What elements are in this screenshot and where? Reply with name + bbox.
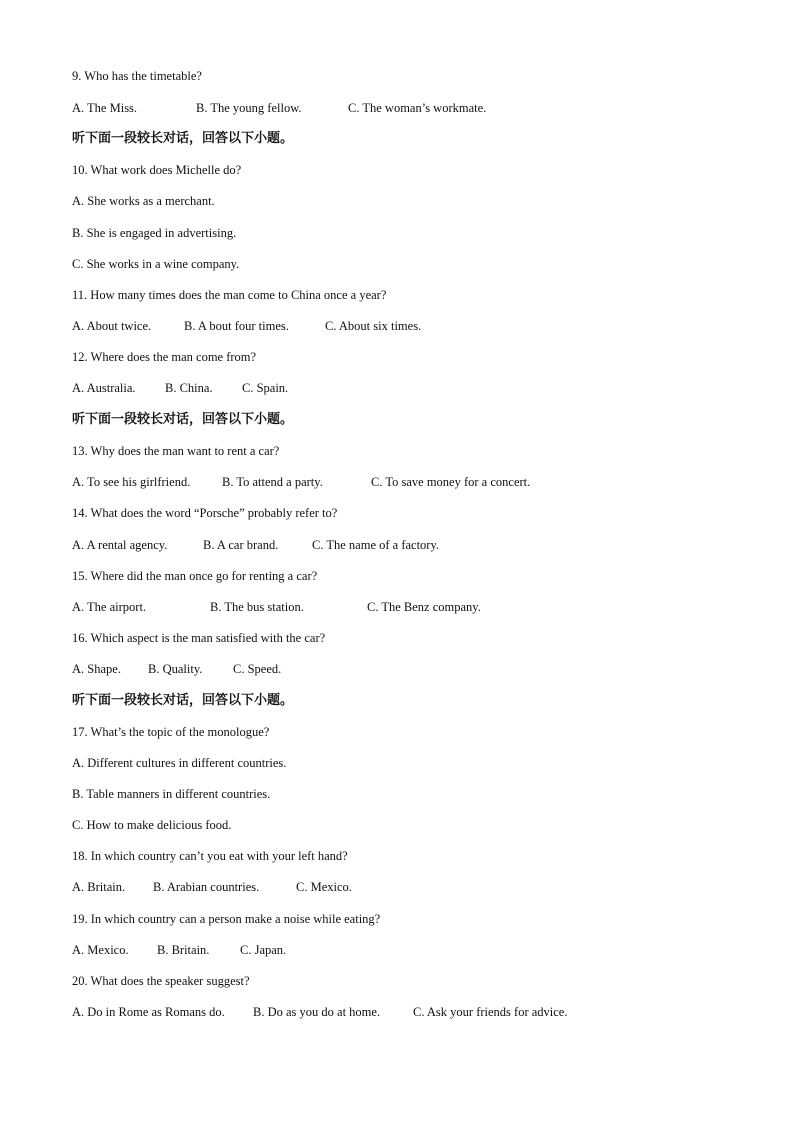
answer-option: C. The name of a factory. xyxy=(312,538,440,552)
answer-option: C. She works in a wine company. xyxy=(72,257,240,271)
answer-option: B. A bout four times. xyxy=(184,319,289,333)
answer-option: C. Mexico. xyxy=(296,880,352,894)
answer-option: B. Table manners in different countries. xyxy=(72,787,271,801)
answer-option: B. Quality. xyxy=(148,662,203,676)
question-text: 16. Which aspect is the man satisfied with the car? xyxy=(72,631,326,645)
answer-option: B. A car brand. xyxy=(203,538,279,552)
answer-option: A. Shape. xyxy=(72,662,121,676)
answer-option: C. Japan. xyxy=(240,943,287,957)
answer-option: C. How to make delicious food. xyxy=(72,818,232,832)
question-text: 19. In which country can a person make a noise while eating? xyxy=(72,912,381,926)
answer-option: A. Mexico. xyxy=(72,943,129,957)
answer-option: A. Do in Rome as Romans do. xyxy=(72,1005,225,1019)
answer-option: A. To see his girlfriend. xyxy=(72,475,191,489)
answer-option: C. About six times. xyxy=(325,319,422,333)
answer-option: B. To attend a party. xyxy=(222,475,323,489)
answer-option: C. Speed. xyxy=(233,662,282,676)
question-text: 15. Where did the man once go for renting a car? xyxy=(72,569,318,583)
answer-option: A. The airport. xyxy=(72,600,147,614)
answer-option: C. The Benz company. xyxy=(367,600,481,614)
question-text: 20. What does the speaker suggest? xyxy=(72,974,250,988)
answer-option: B. Arabian countries. xyxy=(153,880,260,894)
answer-option: A. A rental agency. xyxy=(72,538,168,552)
answer-option: B. Do as you do at home. xyxy=(253,1005,381,1019)
section-heading: 听下面一段较长对话，回答以下小题。 xyxy=(72,412,294,427)
answer-option: A. Different cultures in different countries. xyxy=(72,756,287,770)
answer-option: A. About twice. xyxy=(72,319,152,333)
question-text: 12. Where does the man come from? xyxy=(72,350,257,364)
section-heading: 听下面一段较长对话，回答以下小题。 xyxy=(72,693,294,708)
answer-option: B. The bus station. xyxy=(210,600,304,614)
question-text: 11. How many times does the man come to China once a year? xyxy=(72,288,387,302)
question-text: 10. What work does Michelle do? xyxy=(72,163,242,177)
answer-option: B. China. xyxy=(165,381,213,395)
answer-option: C. The woman’s workmate. xyxy=(348,101,487,115)
question-text: 18. In which country can’t you eat with your left hand? xyxy=(72,849,348,863)
answer-option: B. She is engaged in advertising. xyxy=(72,226,237,240)
question-text: 9. Who has the timetable? xyxy=(72,69,202,83)
answer-option: A. Australia. xyxy=(72,381,136,395)
answer-option: B. The young fellow. xyxy=(196,101,302,115)
answer-option: C. To save money for a concert. xyxy=(371,475,531,489)
question-text: 17. What’s the topic of the monologue? xyxy=(72,725,270,739)
question-text: 13. Why does the man want to rent a car? xyxy=(72,444,280,458)
answer-option: A. Britain. xyxy=(72,880,126,894)
answer-option: A. She works as a merchant. xyxy=(72,194,215,208)
answer-option: C. Ask your friends for advice. xyxy=(413,1005,568,1019)
answer-option: C. Spain. xyxy=(242,381,289,395)
answer-option: A. The Miss. xyxy=(72,101,138,115)
question-text: 14. What does the word “Porsche” probably refer to? xyxy=(72,506,338,520)
answer-option: B. Britain. xyxy=(157,943,210,957)
section-heading: 听下面一段较长对话，回答以下小题。 xyxy=(72,131,294,146)
